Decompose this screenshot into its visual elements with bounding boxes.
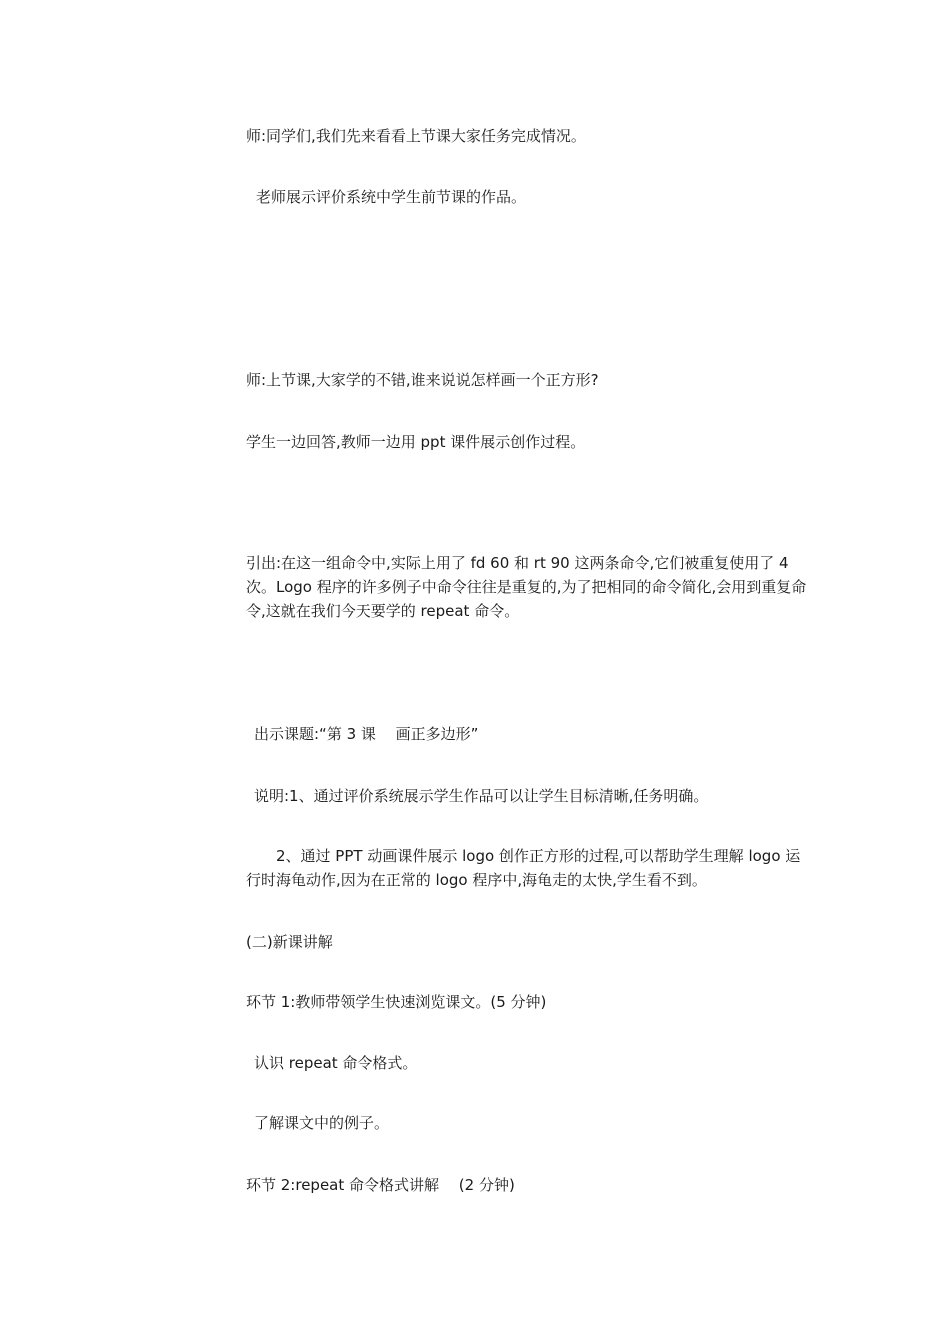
paragraph-examples: 了解课文中的例子。 — [254, 1114, 390, 1132]
paragraph-teacher-question: 师:上节课,大家学的不错,谁来说说怎样画一个正方形? — [246, 371, 599, 389]
paragraph-step-2: 环节 2:repeat 命令格式讲解 (2 分钟) — [246, 1176, 515, 1194]
paragraph-repeat-format: 认识 repeat 命令格式。 — [254, 1054, 418, 1072]
paragraph-note-2: 2、通过 PPT 动画课件展示 logo 创作正方形的过程,可以帮助学生理解 logo 运行时海龟动作,因为在正常的 logo 程序中,海龟走的太快,学生看不到。 — [246, 847, 801, 889]
paragraph-lesson-title: 出示课题:“第 3 课 画正多边形” — [254, 725, 479, 743]
paragraph-step-1: 环节 1:教师带领学生快速浏览课文。(5 分钟) — [246, 993, 547, 1011]
paragraph-show-works: 老师展示评价系统中学生前节课的作品。 — [256, 188, 527, 206]
paragraph-teacher-intro: 师:同学们,我们先来看看上节课大家任务完成情况。 — [246, 127, 586, 145]
section-heading-new-lesson: (二)新课讲解 — [246, 933, 333, 951]
paragraph-note-1: 说明:1、通过评价系统展示学生作品可以让学生目标清晰,任务明确。 — [254, 787, 709, 805]
paragraph-lead-in: 引出:在这一组命令中,实际上用了 fd 60 和 rt 90 这两条命令,它们被重复使用了 4 次。Logo 程序的许多例子中命令往往是重复的,为了把相同的命令简化,会用到重复命令,这就在我们今天要学的 repeat 命令。 — [246, 554, 807, 620]
paragraph-student-answer: 学生一边回答,教师一边用 ppt 课件展示创作过程。 — [246, 433, 586, 451]
